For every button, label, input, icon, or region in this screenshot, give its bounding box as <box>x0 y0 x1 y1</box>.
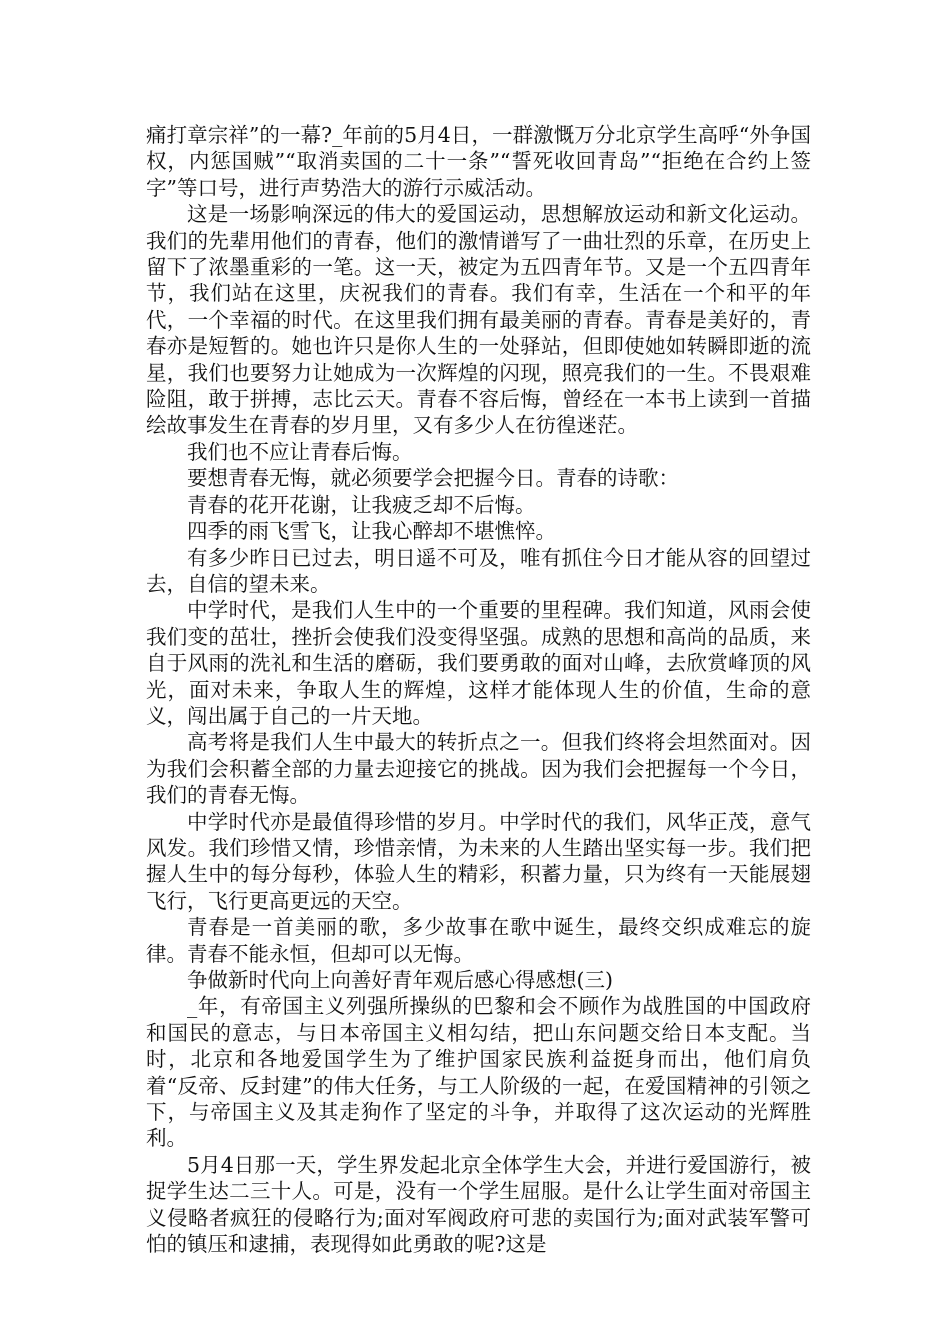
paragraph-14: 5月4日那一天，学生界发起北京全体学生大会，并进行爱国游行，被捉学生达二三十人。可是，没有一个学生屈服。是什么让学生面对帝国主义侵略者疯狂的侵略行为;面对军阀政府可悲的卖国行为;面对武装军警可怕的镇压和逮捕，表现得如此勇敢的呢?这是 <box>146 1152 811 1257</box>
paragraph-4: 要想青春无悔，就必须要学会把握今日。青春的诗歌： <box>187 466 679 491</box>
poem-line-1: 青春的花开花谢，让我疲乏却不后悔。 <box>187 492 536 517</box>
paragraph-8: 中学时代，是我们人生中的一个重要的里程碑。我们知道，风雨会使我们变的茁壮，挫折会使我们没变得坚强。成熟的思想和高尚的品质，来自于风雨的洗礼和生活的磨砺，我们要勇敢的面对山峰，去欣赏峰顶的风光，面对未来，争取人生的辉煌，这样才能体现人生的价值，生命的意义，闯出属于自己的一片天地。 <box>146 598 811 728</box>
paragraph-11: 青春是一首美丽的歌，多少故事在歌中诞生，最终交织成难忘的旋律。青春不能永恒，但却可以无悔。 <box>146 915 811 966</box>
poem-line-2: 四季的雨飞雪飞，让我心醉却不堪憔悴。 <box>187 519 556 544</box>
section-heading: 争做新时代向上向善好青年观后感心得感想(三) <box>187 968 613 992</box>
paragraph-9: 高考将是我们人生中最大的转折点之一。但我们终将会坦然面对。因为我们会积蓄全部的力量去迎接它的挑战。因为我们会把握每一个今日，我们的青春无悔。 <box>146 730 811 808</box>
paragraph-2: 这是一场影响深远的伟大的爱国运动，思想解放运动和新文化运动。我们的先辈用他们的青春，他们的激情谱写了一曲壮烈的乐章，在历史上留下了浓墨重彩的一笔。这一天，被定为五四青年节。又是一个五四青年节，我们站在这里，庆祝我们的青春。我们有幸，生活在一个和平的年代，一个幸福的时代。在这里我们拥有最美丽的青春。青春是美好的，青春亦是短暂的。她也许只是你人生的一处驿站，但即使她如转瞬即逝的流星，我们也要努力让她成为一次辉煌的闪现，照亮我们的一生。不畏艰难险阻，敢于拼搏，志比云天。青春不容后悔，曾经在一本书上读到一首描绘故事发生在青春的岁月里，又有多少人在彷徨迷茫。 <box>146 202 811 438</box>
paragraph-7: 有多少昨日已过去，明日遥不可及，唯有抓住今日才能从容的回望过去，自信的望未来。 <box>146 545 811 596</box>
paragraph-10: 中学时代亦是最值得珍惜的岁月。中学时代的我们，风华正茂，意气风发。我们珍惜又情，珍惜亲情，为未来的人生踏出坚实每一步。我们把握人生中的每分每秒，体验人生的精彩，积蓄力量，只为终有一天能展翅飞行，飞行更高更远的天空。 <box>146 809 811 913</box>
paragraph-3: 我们也不应让青春后悔。 <box>187 439 413 464</box>
document-body <box>146 122 811 1257</box>
paragraph-1: 痛打章宗祥”的一幕?_年前的5月4日，一群激慨万分北京学生高呼“外争国权，内惩国贼”“取消卖国的二十一条”“誓死收回青岛”“拒绝在合约上签字”等口号，进行声势浩大的游行示威活动。 <box>146 123 811 200</box>
paragraph-13: _年，有帝国主义列强所操纵的巴黎和会不顾作为战胜国的中国政府和国民的意志，与日本帝国主义相勾结，把山东问题交给日本支配。当时，北京和各地爱国学生为了维护国家民族利益挺身而出，他们肩负着“反帝、反封建”的伟大任务，与工人阶级的一起，在爱国精神的引领之下，与帝国主义及其走狗作了坚定的斗争，并取得了这次运动的光辉胜利。 <box>146 994 811 1151</box>
